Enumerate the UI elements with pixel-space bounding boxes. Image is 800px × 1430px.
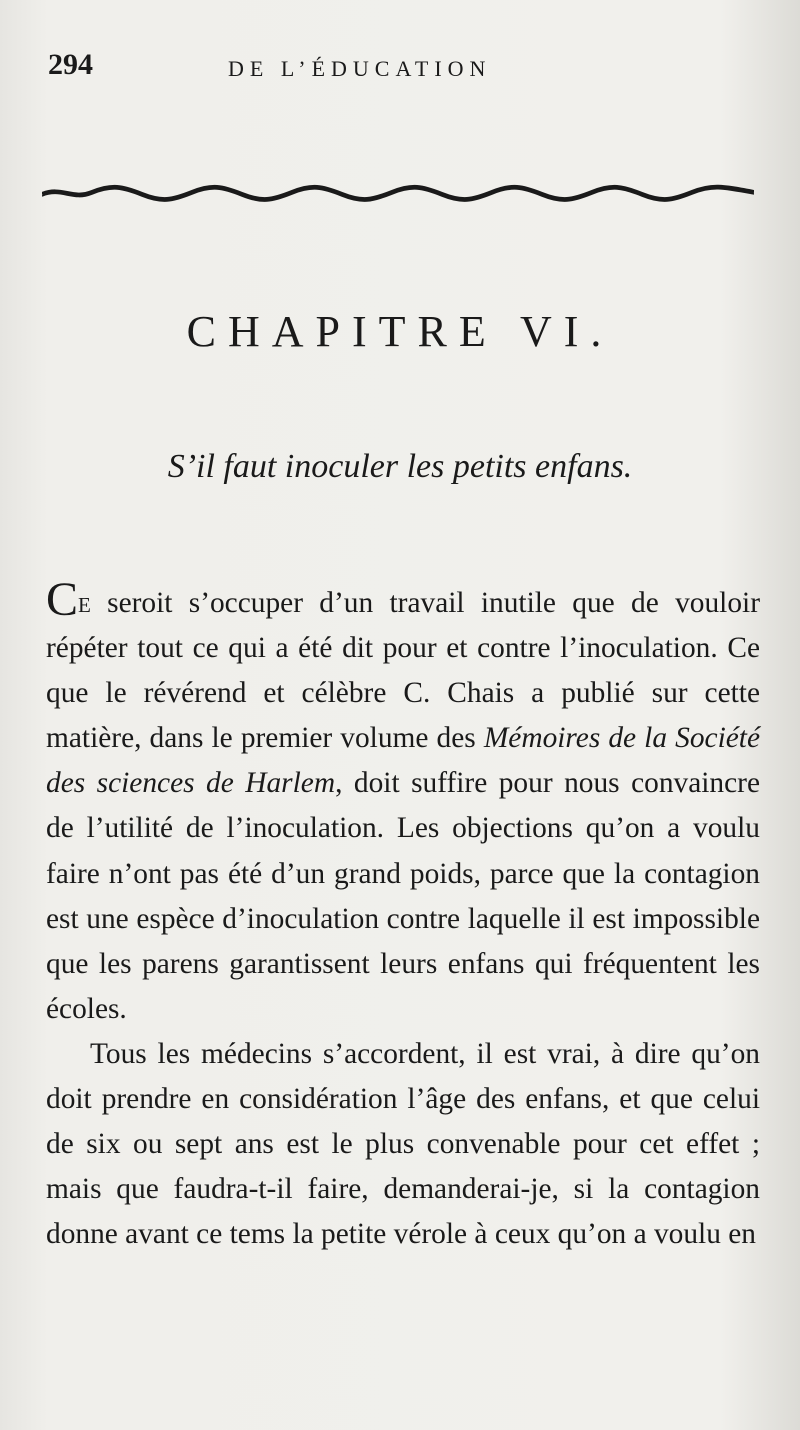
running-head bbox=[38, 48, 760, 88]
wavy-rule-ornament bbox=[42, 176, 754, 210]
small-caps-lead: e bbox=[78, 587, 91, 619]
drop-cap: C bbox=[46, 573, 79, 626]
paragraph-1 bbox=[46, 573, 761, 1032]
paragraph-1-text-a: seroit s’occuper d’un travail inutile que de vouloir répéter tout ce qui a été dit pour et contre l’inoculation. Ce que le révérend et célèbre C. Chais a publié sur cette matière, dans le premier volume des bbox=[46, 587, 760, 755]
chapter-subtitle: S’il faut inoculer les petits enfans. bbox=[167, 448, 633, 485]
cited-work-title: Mémoires de la Société des sciences de Harlem bbox=[46, 722, 760, 800]
body-text bbox=[46, 573, 761, 1257]
paragraph-1-text-b: , doit suffire pour nous convaincre de l’utilité de l’inoculation. Les objections qu’on a voulu faire n’ont pas été d’un grand poids, parce que la contagion est une espèce d’inoculation contre laquelle il est impossible que les parens garantissent leurs enfans qui fréquentent les écoles. bbox=[46, 767, 761, 1025]
page-number: 294 bbox=[48, 48, 93, 81]
running-title: DE L’ÉDUCATION bbox=[228, 56, 492, 81]
chapter-title: CHAPITRE VI. bbox=[186, 307, 614, 356]
paragraph-2: Tous les médecins s’accordent, il est vrai, à dire qu’on doit prendre en considération l’âge des enfans, et que celui de six ou sept ans est le plus convenable pour cet effet ; mais que faudra-t-il faire, demanderai-je, si la contagion donne avant ce tems la petite vérole à ceux qu’on a voulu en bbox=[46, 1037, 760, 1251]
